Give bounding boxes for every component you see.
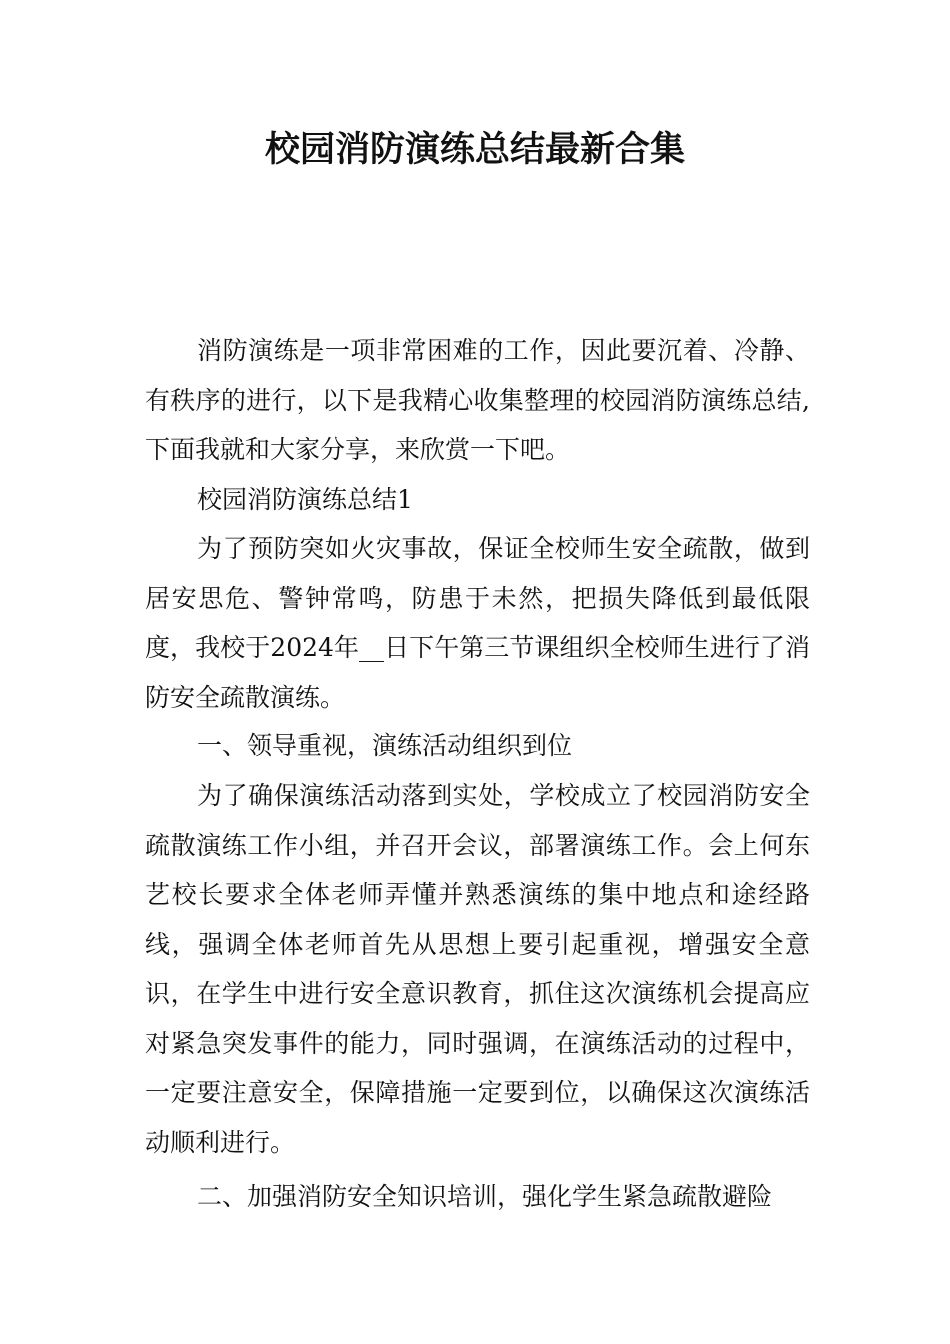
subheading: 二、加强消防安全知识培训，强化学生紧急疏散避险 bbox=[197, 1182, 773, 1211]
subheading: 一、领导重视，演练活动组织到位 bbox=[197, 731, 573, 760]
intro-paragraph-block bbox=[145, 326, 810, 475]
section-title-block bbox=[145, 475, 810, 525]
paragraph-block bbox=[145, 771, 810, 1167]
section-title: 校园消防演练总结1 bbox=[197, 485, 413, 514]
document-title: 校园消防演练总结最新合集 bbox=[264, 130, 685, 170]
paragraph-block bbox=[145, 524, 810, 722]
subheading-block bbox=[145, 1172, 810, 1222]
intro-paragraph: 消防演练是一项非常困难的工作，因此要沉着、冷静、有秩序的进行，以下是我精心收集整理的校园消防演练总结,下面我就和大家分享，来欣赏一下吧。 bbox=[145, 336, 810, 464]
body-paragraph: 为了预防突如火灾事故，保证全校师生安全疏散，做到居安思危、警钟常鸣，防患于未然，把损失降低到最低限度，我校于2024年__日下午第三节课组织全校师生进行了消防安全疏散演练。 bbox=[145, 534, 810, 712]
subheading-block bbox=[145, 721, 810, 771]
body-paragraph: 为了确保演练活动落到实处，学校成立了校园消防安全疏散演练工作小组，并召开会议，部署演练工作。会上何东艺校长要求全体老师弄懂并熟悉演练的集中地点和途经路线，强调全体老师首先从思想上要引起重视，增强安全意识，在学生中进行安全意识教育，抓住这次演练机会提高应对紧急突发事件的能力，同时强调，在演练活动的过程中，一定要注意安全，保障措施一定要到位，以确保这次演练活动顺利进行。 bbox=[145, 781, 810, 1157]
